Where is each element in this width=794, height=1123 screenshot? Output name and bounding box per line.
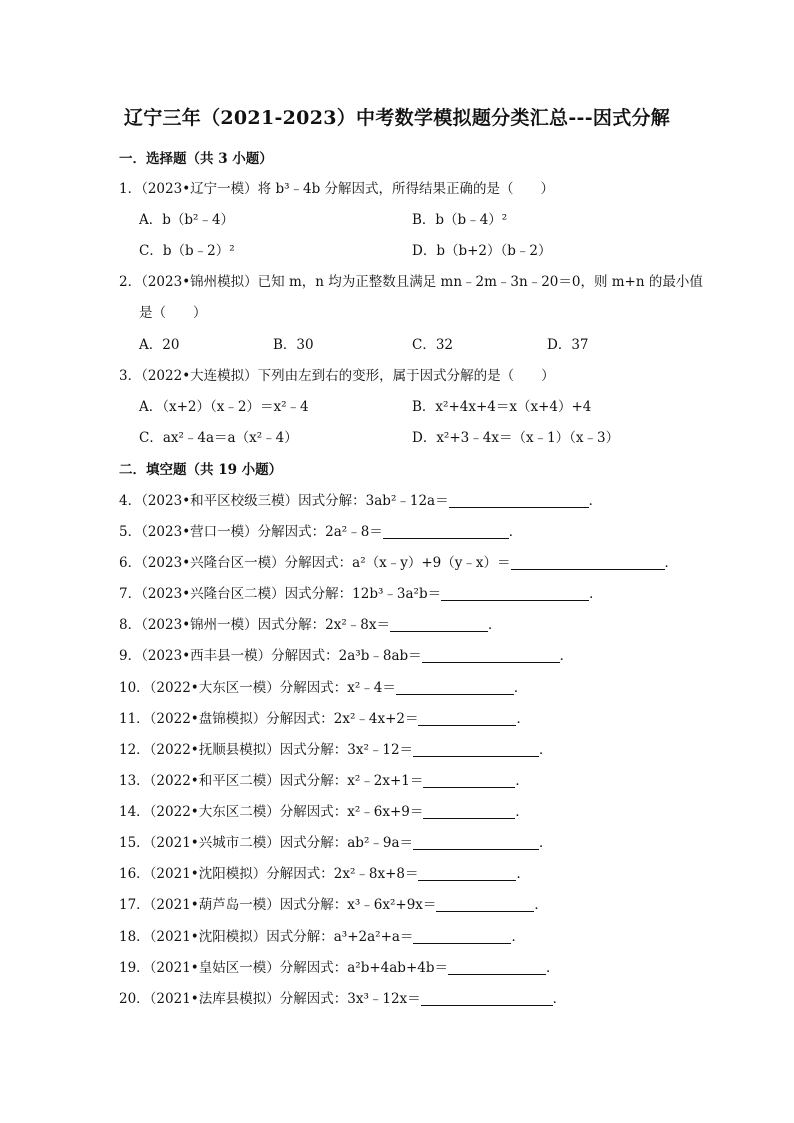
answer-blank[interactable] (423, 773, 515, 788)
q1-option-d: D．b（b+2）（b﹣2） (412, 243, 552, 259)
period: ． (516, 711, 530, 727)
fill-item (119, 862, 530, 882)
period: ． (539, 835, 553, 851)
q2-option-c: C．32 (412, 337, 454, 353)
period: ． (515, 773, 529, 789)
fill-item (119, 520, 522, 540)
fill-item-text: 4．（2023•和平区校级三模）因式分解：3ab²﹣12a＝ (119, 493, 449, 509)
period: ． (588, 493, 603, 509)
q2-option-d: D．37 (547, 337, 589, 353)
fill-item-text: 20．（2021•法库县模拟）分解因式：3x³﹣12x＝ (119, 991, 421, 1007)
period: ． (487, 617, 502, 633)
fill-item (119, 582, 603, 602)
fill-item (119, 613, 501, 633)
period: ． (508, 524, 523, 540)
section-choice-heading: 一．选择题（共 3 小题） (119, 151, 273, 167)
fill-item (119, 551, 678, 571)
q1-option-c: C．b（b﹣2）² (139, 243, 235, 259)
fill-item-text: 7．（2023•兴隆台区二模）因式分解：12b³﹣3a²b＝ (119, 586, 442, 602)
fill-item (119, 489, 602, 509)
fill-item-text: 9．（2023•西丰县一模）分解因式：2a³b﹣8ab＝ (119, 648, 422, 664)
fill-item (119, 800, 529, 820)
fill-item-text: 12．（2022•抚顺县模拟）因式分解：3x²﹣12＝ (119, 742, 414, 758)
fill-item-text: 6．（2023•兴隆台区一模）分解因式：a²（x﹣y）+9（y﹣x）＝ (119, 555, 511, 571)
period: ． (664, 555, 678, 571)
answer-blank[interactable] (448, 960, 546, 975)
fill-item (119, 925, 525, 945)
q3-option-b: B．x²+4x+4＝x（x+4）+4 (412, 399, 592, 415)
q1-option-a: A．b（b²﹣4） (139, 212, 235, 228)
answer-blank[interactable] (449, 493, 589, 508)
question-2-stem: 2．（2023•锦州模拟）已知 m，n 均为正整数且满足 mn﹣2m﹣3n﹣20＝0，则 m+n 的最小值 (119, 274, 703, 290)
answer-blank[interactable] (396, 680, 514, 695)
answer-blank[interactable] (421, 991, 553, 1006)
q1-option-b: B．b（b﹣4）² (412, 212, 508, 228)
fill-item-text: 18．（2021•沈阳模拟）因式分解：a³+2a²+a＝ (119, 929, 414, 945)
fill-item (119, 987, 566, 1007)
answer-blank[interactable] (383, 524, 509, 539)
period: ． (589, 586, 603, 602)
period: ． (515, 804, 529, 820)
fill-item (119, 956, 559, 976)
fill-item (119, 707, 530, 727)
fill-item (119, 676, 527, 696)
fill-item-text: 5．（2023•营口一模）分解因式：2a²﹣8＝ (119, 524, 383, 540)
answer-blank[interactable] (418, 866, 516, 881)
fill-item (119, 738, 553, 758)
fill-item-text: 15．（2021•兴城市二模）因式分解：ab²﹣9a＝ (119, 835, 413, 851)
fill-item (119, 831, 553, 851)
q3-option-c: C．ax²﹣4a＝a（x²﹣4） (139, 430, 298, 446)
q2-option-b: B．30 (273, 337, 314, 353)
answer-blank[interactable] (423, 804, 515, 819)
period: ． (516, 866, 530, 882)
fill-item-text: 8．（2023•锦州一模）因式分解：2x²﹣8x＝ (119, 617, 390, 633)
period: ． (552, 991, 567, 1007)
answer-blank[interactable] (413, 929, 511, 944)
answer-blank[interactable] (422, 648, 560, 663)
answer-blank[interactable] (413, 835, 539, 850)
answer-blank[interactable] (413, 742, 539, 757)
fill-item-text: 17．（2021•葫芦岛一模）因式分解：x³﹣6x²+9x＝ (119, 897, 437, 913)
fill-item-text: 19．（2021•皇姑区一模）分解因式：a²b+4ab+4b＝ (119, 960, 448, 976)
fill-item-text: 16．（2021•沈阳模拟）分解因式：2x²﹣8x+8＝ (119, 866, 419, 882)
question-1-stem: 1．（2023•辽宁一模）将 b³﹣4b 分解因式，所得结果正确的是（ ） (119, 181, 555, 197)
answer-blank[interactable] (390, 617, 488, 632)
q2-option-a: A．20 (139, 337, 180, 353)
q3-option-a: A．（x+2）（x﹣2）＝x²﹣4 (139, 399, 309, 415)
fill-item-text: 13．（2022•和平区二模）因式分解：x²﹣2x+1＝ (119, 773, 424, 789)
section-fill-heading: 二．填空题（共 19 小题） (119, 462, 283, 478)
period: ． (534, 897, 548, 913)
period: ． (511, 929, 525, 945)
period: ． (559, 648, 574, 664)
period: ． (539, 742, 553, 758)
fill-item (119, 769, 529, 789)
answer-blank[interactable] (511, 555, 665, 570)
q3-option-d: D．x²+3﹣4x＝（x﹣1）（x﹣3） (412, 430, 620, 446)
period: ． (513, 680, 528, 696)
fill-item (119, 644, 573, 664)
answer-blank[interactable] (436, 897, 534, 912)
fill-item-text: 10．（2022•大东区一模）分解因式：x²﹣4＝ (119, 680, 396, 696)
answer-blank[interactable] (441, 586, 589, 601)
question-2-stem-cont: 是（ ） (139, 305, 207, 321)
fill-item-text: 14．（2022•大东区二模）分解因式：x²﹣6x+9＝ (119, 804, 424, 820)
page-title: 辽宁三年（2021-2023）中考数学模拟题分类汇总---因式分解 (123, 107, 671, 129)
period: ． (545, 960, 560, 976)
answer-blank[interactable] (418, 711, 516, 726)
fill-item (119, 893, 548, 913)
fill-item-text: 11．（2022•盘锦模拟）分解因式：2x²﹣4x+2＝ (119, 711, 419, 727)
question-3-stem: 3．（2022•大连模拟）下列由左到右的变形，属于因式分解的是（ ） (119, 368, 555, 384)
